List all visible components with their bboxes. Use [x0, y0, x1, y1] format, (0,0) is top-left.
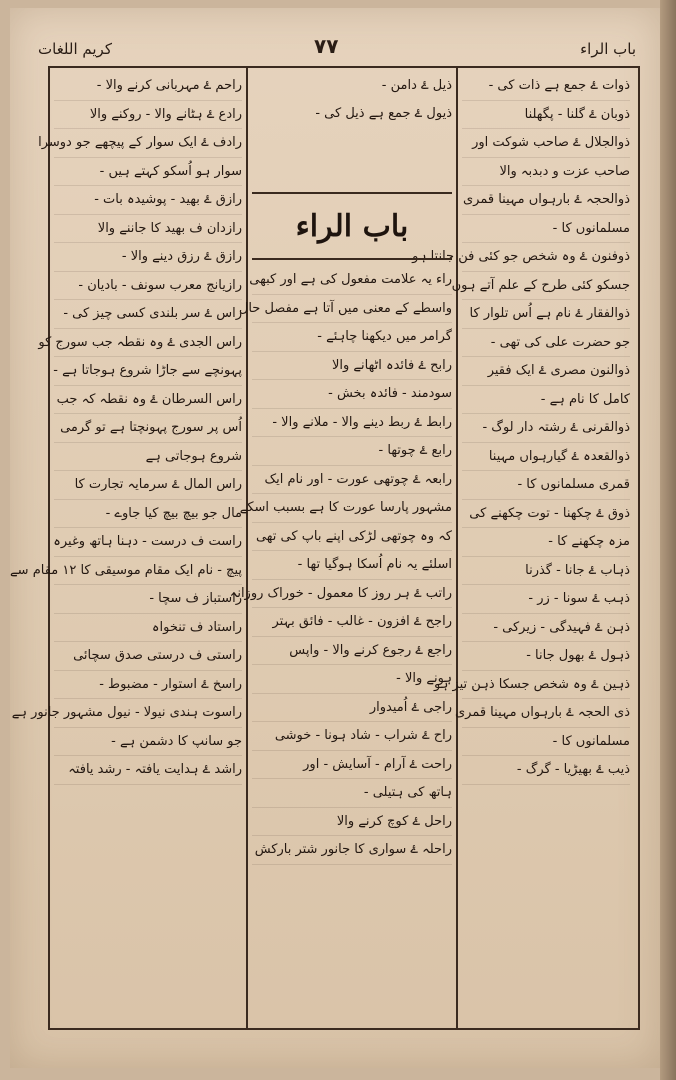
- dictionary-entry: رادف ۓ ایک سوار کے پیچھے جو دوسرا: [54, 129, 242, 158]
- dictionary-entry: اُس پر سورج پہونچتا ہے تو گرمی: [54, 414, 242, 443]
- dictionary-entry: راء یہ علامت مفعول کی ہے اور کبھی: [252, 266, 452, 295]
- dictionary-entry: راحلہ ۓ سواری کا جانور شتر بارکش: [252, 836, 452, 865]
- dictionary-entry: ذہاب ۓ جانا - گذرنا: [462, 557, 630, 586]
- dictionary-entry: ذہب ۓ سونا - زر -: [462, 585, 630, 614]
- dictionary-entry: رازق ۓ رزق دینے والا -: [54, 243, 242, 272]
- middle-pre-entry: ذیول ۓ جمع ہے ذیل کی -: [315, 106, 452, 121]
- dictionary-entry: رابح ۓ فائدہ اٹھانے والا: [252, 352, 452, 381]
- dictionary-entry: ذہین ۓ وہ شخص جسکا ذہن تیز ہو: [462, 671, 630, 700]
- middle-entries: [229, 266, 452, 865]
- dictionary-entry: ذوفنون ۓ وہ شخص جو کئی فن جانتا ہو: [462, 243, 630, 272]
- dictionary-entry: راسوت ہندی نیولا - نیول مشہور جانور ہے: [54, 699, 242, 728]
- column-divider-right: [456, 66, 458, 1028]
- dictionary-entry: راح ۓ شراب - شاد ہونا - خوشی: [252, 722, 452, 751]
- dictionary-entry: صاحب عزت و دبدبہ والا: [462, 158, 630, 187]
- dictionary-entry: راسخ ۓ استوار - مضبوط -: [54, 671, 242, 700]
- dictionary-entry: قمری مسلمانوں کا -: [462, 471, 630, 500]
- dictionary-entry: رازدان ف بھید کا جاننے والا: [54, 215, 242, 244]
- dictionary-entry: راتب ۓ ہر روز کا معمول - خوراک روزانہ: [252, 580, 452, 609]
- dictionary-entry: مشہور پارسا عورت کا ہے بسبب اسکے: [252, 494, 452, 523]
- dictionary-entry: راجع ۓ رجوع کرنے والا - واپس: [252, 637, 452, 666]
- dictionary-entry: پیچ - نام ایک مقام موسیقی کا ۱۲ مقام سے: [54, 557, 242, 586]
- dictionary-entry: سوار ہو اُسکو کہتے ہیں -: [54, 158, 242, 187]
- dictionary-entry: اسلئے یہ نام اُسکا ہوگیا تھا -: [252, 551, 452, 580]
- dictionary-entry: ذوالقرنی ۓ رشتہ دار لوگ -: [462, 414, 630, 443]
- dictionary-entry: راستی ف درستی صدق سچائی: [54, 642, 242, 671]
- dictionary-entry: مال جو بیچ بیچ کیا جاوے -: [54, 500, 242, 529]
- dictionary-entry: راحم ۓ مہربانی کرنے والا -: [54, 72, 242, 101]
- dictionary-entry: راس ۓ سر بلندی کسی چیز کی -: [54, 300, 242, 329]
- page-number: ۷۷: [314, 34, 339, 58]
- dictionary-entry: ذوق ۓ چکھنا - توت چکھنے کی: [462, 500, 630, 529]
- dictionary-entry: راحل ۓ کوچ کرنے والا: [252, 808, 452, 837]
- dictionary-entry: پہونچے سے جاڑا شروع ہوجاتا ہے -: [54, 357, 242, 386]
- dictionary-entry: ذہن ۓ فہیدگی - زیرکی -: [462, 614, 630, 643]
- dictionary-entry: کہ وہ چوتھی لڑکی اپنے باپ کی تھی: [252, 523, 452, 552]
- dictionary-entry: ذیب ۓ بھیڑیا - گرگ -: [462, 756, 630, 785]
- dictionary-entry: راس السرطان ۓ وہ نقطہ کہ جب: [54, 386, 242, 415]
- dictionary-entry: راس الجدی ۓ وہ نقطہ جب سورج کو: [54, 329, 242, 358]
- dictionary-entry: ہاتھ کی ہتیلی -: [252, 779, 452, 808]
- dictionary-entry: جسکو کئی طرح کے علم آتے ہوں: [462, 272, 630, 301]
- dictionary-entry: ذوالنون مصری ۓ ایک فقیر: [462, 357, 630, 386]
- dictionary-entry: مزہ چکھنے کا -: [462, 528, 630, 557]
- dictionary-entry: جو حضرت علی کی تھی -: [462, 329, 630, 358]
- dictionary-entry: کامل کا نام ہے -: [462, 386, 630, 415]
- dictionary-entry: مسلمانوں کا -: [462, 215, 630, 244]
- column-divider-left: [246, 66, 248, 1028]
- left-column: [10, 72, 242, 1022]
- middle-pre-entry: ذیل ۓ دامن -: [381, 78, 452, 93]
- dictionary-entry: ذہول ۓ بھول جانا -: [462, 642, 630, 671]
- dictionary-entry: راجی ۓ اُمیدوار: [252, 694, 452, 723]
- dictionary-entry: راس المال ۓ سرمایہ تجارت کا: [54, 471, 242, 500]
- header-book-title: کریم اللغات: [38, 40, 112, 58]
- dictionary-entry: راجح ۓ افزون - غالب - فائق بہتر: [252, 608, 452, 637]
- dictionary-entry: رابعہ ۓ چوتھی عورت - اور نام ایک: [252, 466, 452, 495]
- dictionary-entry: ذوبان ۓ گلنا - پگھلنا: [462, 101, 630, 130]
- dictionary-entry: ذوالقعدہ ۓ گیارہواں مہینا: [462, 443, 630, 472]
- dictionary-entry: ذی الحجہ ۓ بارہواں مہینا قمری: [462, 699, 630, 728]
- dictionary-entry: راستباز ف سچا -: [54, 585, 242, 614]
- book-spine: [660, 0, 676, 1080]
- header-chapter: باب الراء: [580, 40, 636, 58]
- dictionary-entry: ذوالفقار ۓ نام ہے اُس تلوار کا: [462, 300, 630, 329]
- dictionary-entry: ذوالجلال ۓ صاحب شوکت اور: [462, 129, 630, 158]
- dictionary-entry: ذوالحجہ ۓ بارہواں مہینا قمری: [462, 186, 630, 215]
- dictionary-entry: شروع ہوجاتی ہے: [54, 443, 242, 472]
- dictionary-entry: راست ف درست - دہنا ہاتھ وغیرہ: [54, 528, 242, 557]
- middle-column: [229, 72, 452, 1022]
- dictionary-entry: جو سانپ کا دشمن ہے -: [54, 728, 242, 757]
- dictionary-entry: مسلمانوں کا -: [462, 728, 630, 757]
- dictionary-entry: راستاد ف تنخواہ: [54, 614, 242, 643]
- dictionary-entry: رابع ۓ چوتھا -: [252, 437, 452, 466]
- dictionary-entry: ہونے والا -: [252, 665, 452, 694]
- dictionary-entry: سودمند - فائدہ بخش -: [252, 380, 452, 409]
- dictionary-entry: واسطے کے معنی میں آتا ہے مفصل حال: [252, 295, 452, 324]
- dictionary-entry: رازق ۓ بھید - پوشیدہ بات -: [54, 186, 242, 215]
- dictionary-entry: رابط ۓ ربط دینے والا - ملانے والا -: [252, 409, 452, 438]
- dictionary-entry: گرامر میں دیکھنا چاہئے -: [252, 323, 452, 352]
- dictionary-entry: رازیانج معرب سونف - بادیان -: [54, 272, 242, 301]
- dictionary-entry: ذوات ۓ جمع ہے ذات کی -: [462, 72, 630, 101]
- dictionary-entry: راشد ۓ ہدایت یافتہ - رشد یافتہ: [54, 756, 242, 785]
- dictionary-entry: رادع ۓ ہٹانے والا - روکنے والا: [54, 101, 242, 130]
- dictionary-entry: راحت ۓ آرام - آسایش - اور: [252, 751, 452, 780]
- chapter-heading: باب الراء: [252, 192, 452, 260]
